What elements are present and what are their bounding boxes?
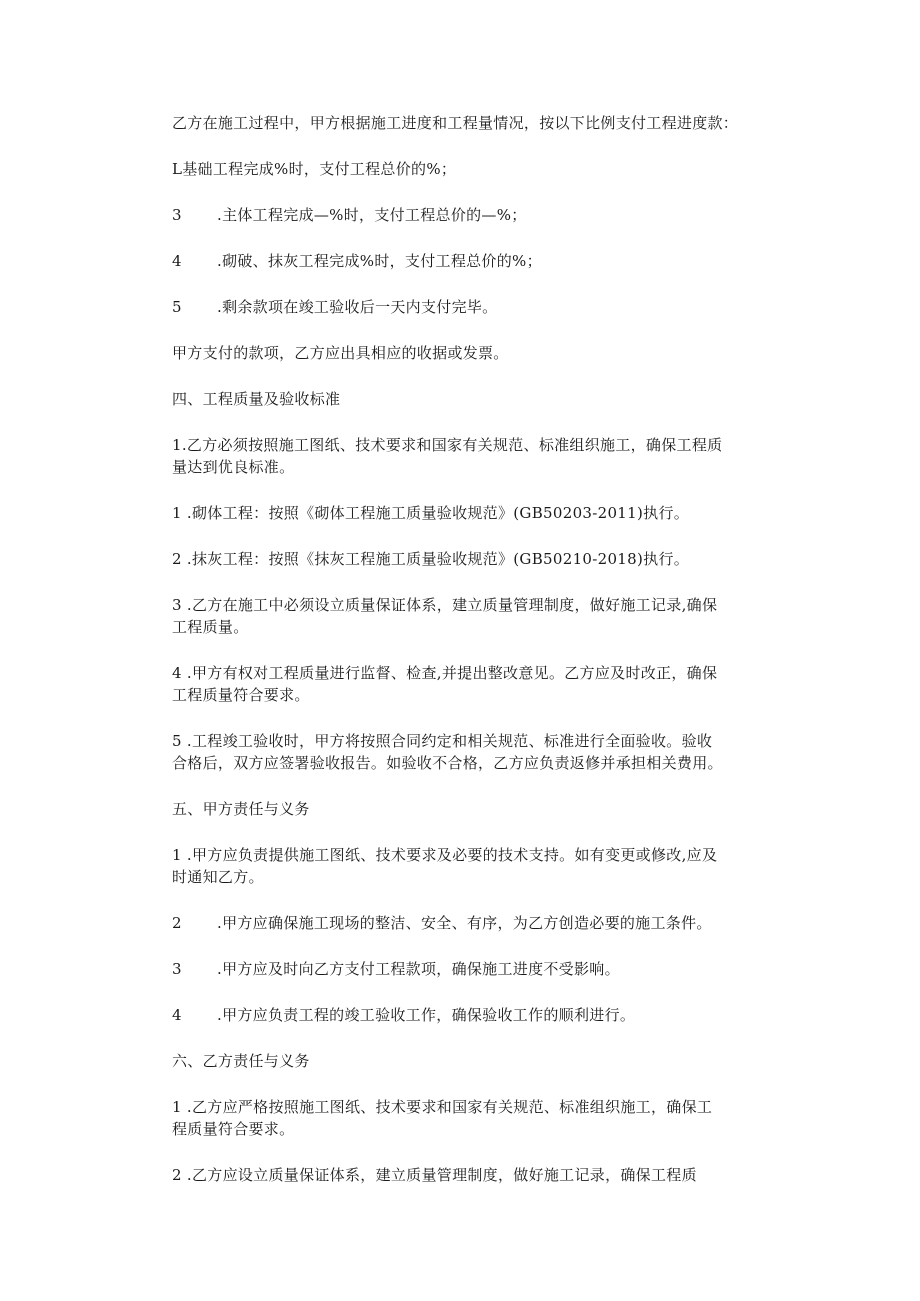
list-item-number: 3 (172, 206, 182, 224)
sec4-item-plaster: 2 .抹灰工程：按照《抹灰工程施工质量验收规范》(GB50210-2018)执行。 (172, 550, 690, 568)
list-item-number: 4 (172, 252, 182, 270)
list-item-number: 2 (172, 914, 182, 932)
list-item-text: .甲方应负责工程的竣工验收工作，确保验收工作的顺利进行。 (217, 1006, 636, 1024)
sec5-item-1-line-2: 时通知乙方。 (172, 868, 264, 886)
list-item-number: 3 (172, 960, 182, 978)
sec6-item-1-line-1: 1 .乙方应严格按照施工图纸、技术要求和国家有关规范、标准组织施工，确保工 (172, 1098, 713, 1116)
list-item-number: 5 (172, 298, 182, 316)
sec5-item-1-line-1: 1 .甲方应负责提供施工图纸、技术要求及必要的技术支持。如有变更或修改,应及 (172, 846, 718, 864)
section-heading-party-a: 五、甲方责任与义务 (172, 800, 310, 818)
paragraph-payment-intro: 乙方在施工过程中，甲方根据施工进度和工程量情况，按以下比例支付工程进度款： (172, 114, 739, 132)
sec4-item-masonry: 1 .砌体工程：按照《砌体工程施工质量验收规范》(GB50203-2011)执行。 (172, 504, 690, 522)
sec6-item-1-line-2: 程质量符合要求。 (172, 1120, 295, 1138)
sec4-item-3-line-2: 工程质量。 (172, 618, 249, 636)
section-heading-party-b: 六、乙方责任与义务 (172, 1052, 310, 1070)
list-item-text: .主体工程完成—%时，支付工程总价的—%； (217, 206, 527, 224)
sec4-item-5-line-1: 5 .工程竣工验收时，甲方将按照合同约定和相关规范、标准进行全面验收。验收 (172, 732, 713, 750)
paragraph-receipt: 甲方支付的款项，乙方应出具相应的收据或发票。 (172, 344, 509, 362)
list-item (172, 250, 542, 272)
section-heading-quality: 四、工程质量及验收标准 (172, 390, 341, 408)
list-item-text: .甲方应及时向乙方支付工程款项，确保施工进度不受影响。 (217, 960, 620, 978)
sec6-item-2-line-1: 2 .乙方应设立质量保证体系，建立质量管理制度，做好施工记录，确保工程质 (172, 1166, 697, 1184)
sec4-item-4-line-1: 4 .甲方有权对工程质量进行监督、检查,并提出整改意见。乙方应及时改正，确保 (172, 664, 718, 682)
sec4-paragraph-1-line-1: 1.乙方必须按照施工图纸、技术要求和国家有关规范、标准组织施工，确保工程质 (172, 436, 723, 454)
list-item (172, 958, 620, 980)
list-item (172, 204, 527, 226)
sec4-item-4-line-2: 工程质量符合要求。 (172, 686, 310, 704)
list-item-text: .砌破、抹灰工程完成%时，支付工程总价的%； (217, 252, 542, 270)
paragraph-payment-item-1: L基础工程完成%时，支付工程总价的%； (172, 160, 457, 178)
list-item-number: 4 (172, 1006, 182, 1024)
list-item (172, 296, 497, 318)
sec4-item-5-line-2: 合格后，双方应签署验收报告。如验收不合格，乙方应负责返修并承担相关费用。 (172, 754, 723, 772)
sec4-item-3-line-1: 3 .乙方在施工中必须设立质量保证体系，建立质量管理制度，做好施工记录,确保 (172, 596, 718, 614)
list-item (172, 1004, 635, 1026)
list-item-text: .剩余款项在竣工验收后一天内支付完毕。 (217, 298, 498, 316)
list-item-text: .甲方应确保施工现场的整洁、安全、有序，为乙方创造必要的施工条件。 (217, 914, 712, 932)
list-item (172, 912, 712, 934)
sec4-paragraph-1-line-2: 量达到优良标准。 (172, 458, 295, 476)
